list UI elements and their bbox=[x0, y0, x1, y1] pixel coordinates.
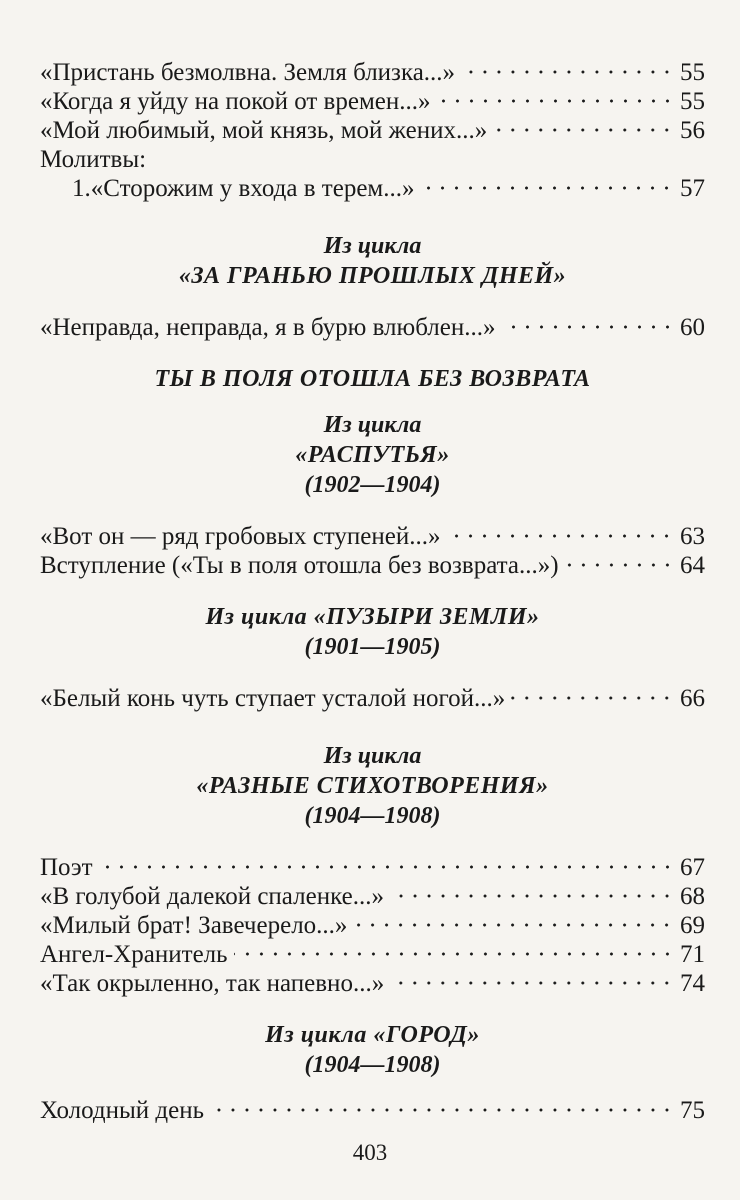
toc-entry bbox=[40, 522, 705, 551]
entry-title: 1.«Сторожим у входа в терем...» bbox=[72, 175, 415, 202]
entry-title: Поэт bbox=[40, 854, 93, 881]
dot-leader bbox=[565, 563, 674, 567]
entry-page: 64 bbox=[680, 552, 705, 579]
cycle-title: «ЗА ГРАНЬЮ ПРОШЛЫХ ДНЕЙ» bbox=[178, 263, 567, 289]
toc-entry bbox=[40, 853, 705, 882]
toc-entry bbox=[40, 882, 705, 911]
entry-page: 63 bbox=[680, 523, 705, 550]
entry-page: 66 bbox=[680, 685, 705, 712]
cycle-title: «РАЗНЫЕ СТИХОТВОРЕНИЯ» bbox=[196, 773, 549, 799]
cycle-years: (1901—1905) bbox=[304, 634, 441, 660]
toc-entry bbox=[40, 969, 705, 998]
entry-title: «Когда я уйду на покой от времен...» bbox=[40, 88, 431, 115]
entry-title: «Милый брат! Завечерело...» bbox=[40, 912, 348, 939]
entry-page: 69 bbox=[680, 912, 705, 939]
entry-title: «Белый конь чуть ступает усталой ногой...» bbox=[40, 685, 506, 712]
entry-page: 55 bbox=[680, 88, 705, 115]
table-of-contents bbox=[40, 58, 705, 1125]
entry-page: 57 bbox=[680, 175, 705, 202]
toc-entry bbox=[40, 911, 705, 940]
cycle-years: (1902—1904) bbox=[304, 472, 441, 498]
dot-leader bbox=[493, 128, 674, 132]
entry-title: «Вот он — ряд гробовых ступеней...» bbox=[40, 523, 441, 550]
dot-leader bbox=[461, 70, 674, 74]
dot-leader bbox=[353, 923, 674, 927]
cycle-years: (1904—1908) bbox=[304, 1052, 441, 1078]
toc-entry bbox=[40, 313, 705, 342]
cycle-title: Из цикла «ГОРОД» bbox=[265, 1022, 480, 1048]
entry-title: «В голубой далекой спаленке...» bbox=[40, 883, 384, 910]
dot-leader bbox=[437, 99, 674, 103]
dot-leader bbox=[210, 1108, 674, 1112]
part-title: ТЫ В ПОЛЯ ОТОШЛА БЕЗ ВОЗВРАТА bbox=[154, 366, 591, 392]
page-number: 403 bbox=[352, 1140, 388, 1165]
toc-entry bbox=[40, 551, 705, 580]
toc-entry bbox=[40, 174, 705, 203]
cycle-years: (1904—1908) bbox=[304, 803, 441, 829]
entry-title: «Мой любимый, мой князь, мой жених...» bbox=[40, 117, 488, 144]
cycle-heading: Из цикла bbox=[323, 233, 422, 259]
toc-entry bbox=[40, 87, 705, 116]
toc-entry bbox=[40, 1096, 705, 1125]
entry-title: «Пристань безмолвна. Земля близка...» bbox=[40, 59, 456, 86]
entry-title: Вступление («Ты в поля отошла без возврата...») bbox=[40, 552, 559, 579]
entry-page: 74 bbox=[680, 970, 705, 997]
dot-leader bbox=[234, 952, 674, 956]
entry-title: «Так окрыленно, так напевно...» bbox=[40, 970, 385, 997]
toc-entry bbox=[40, 940, 705, 969]
entry-page: 71 bbox=[680, 941, 705, 968]
entry-page: 75 bbox=[680, 1097, 705, 1124]
cycle-heading: Из цикла bbox=[323, 743, 422, 769]
dot-leader bbox=[502, 325, 675, 329]
dot-leader bbox=[390, 894, 674, 898]
dot-leader bbox=[420, 186, 674, 190]
entry-title: Холодный день bbox=[40, 1097, 205, 1124]
entry-title: «Неправда, неправда, я в бурю влюблен...» bbox=[40, 314, 496, 341]
dot-leader bbox=[99, 865, 674, 869]
toc-entry bbox=[40, 116, 705, 145]
cycle-title: «РАСПУТЬЯ» bbox=[295, 442, 450, 468]
toc-group-label bbox=[40, 145, 705, 174]
dot-leader bbox=[446, 534, 674, 538]
cycle-title: Из цикла «ПУЗЫРИ ЗЕМЛИ» bbox=[205, 604, 540, 630]
cycle-heading: Из цикла bbox=[323, 412, 422, 438]
entry-page: 68 bbox=[680, 883, 705, 910]
prayers-label: Молитвы: bbox=[40, 146, 147, 173]
entry-page: 56 bbox=[680, 117, 705, 144]
entry-page: 60 bbox=[680, 314, 705, 341]
entry-page: 55 bbox=[680, 59, 705, 86]
dot-leader bbox=[390, 981, 674, 985]
toc-entry bbox=[40, 58, 705, 87]
entry-title: Ангел-Хранитель bbox=[40, 941, 228, 968]
dot-leader bbox=[511, 696, 674, 700]
entry-page: 67 bbox=[680, 854, 705, 881]
toc-entry bbox=[40, 684, 705, 713]
